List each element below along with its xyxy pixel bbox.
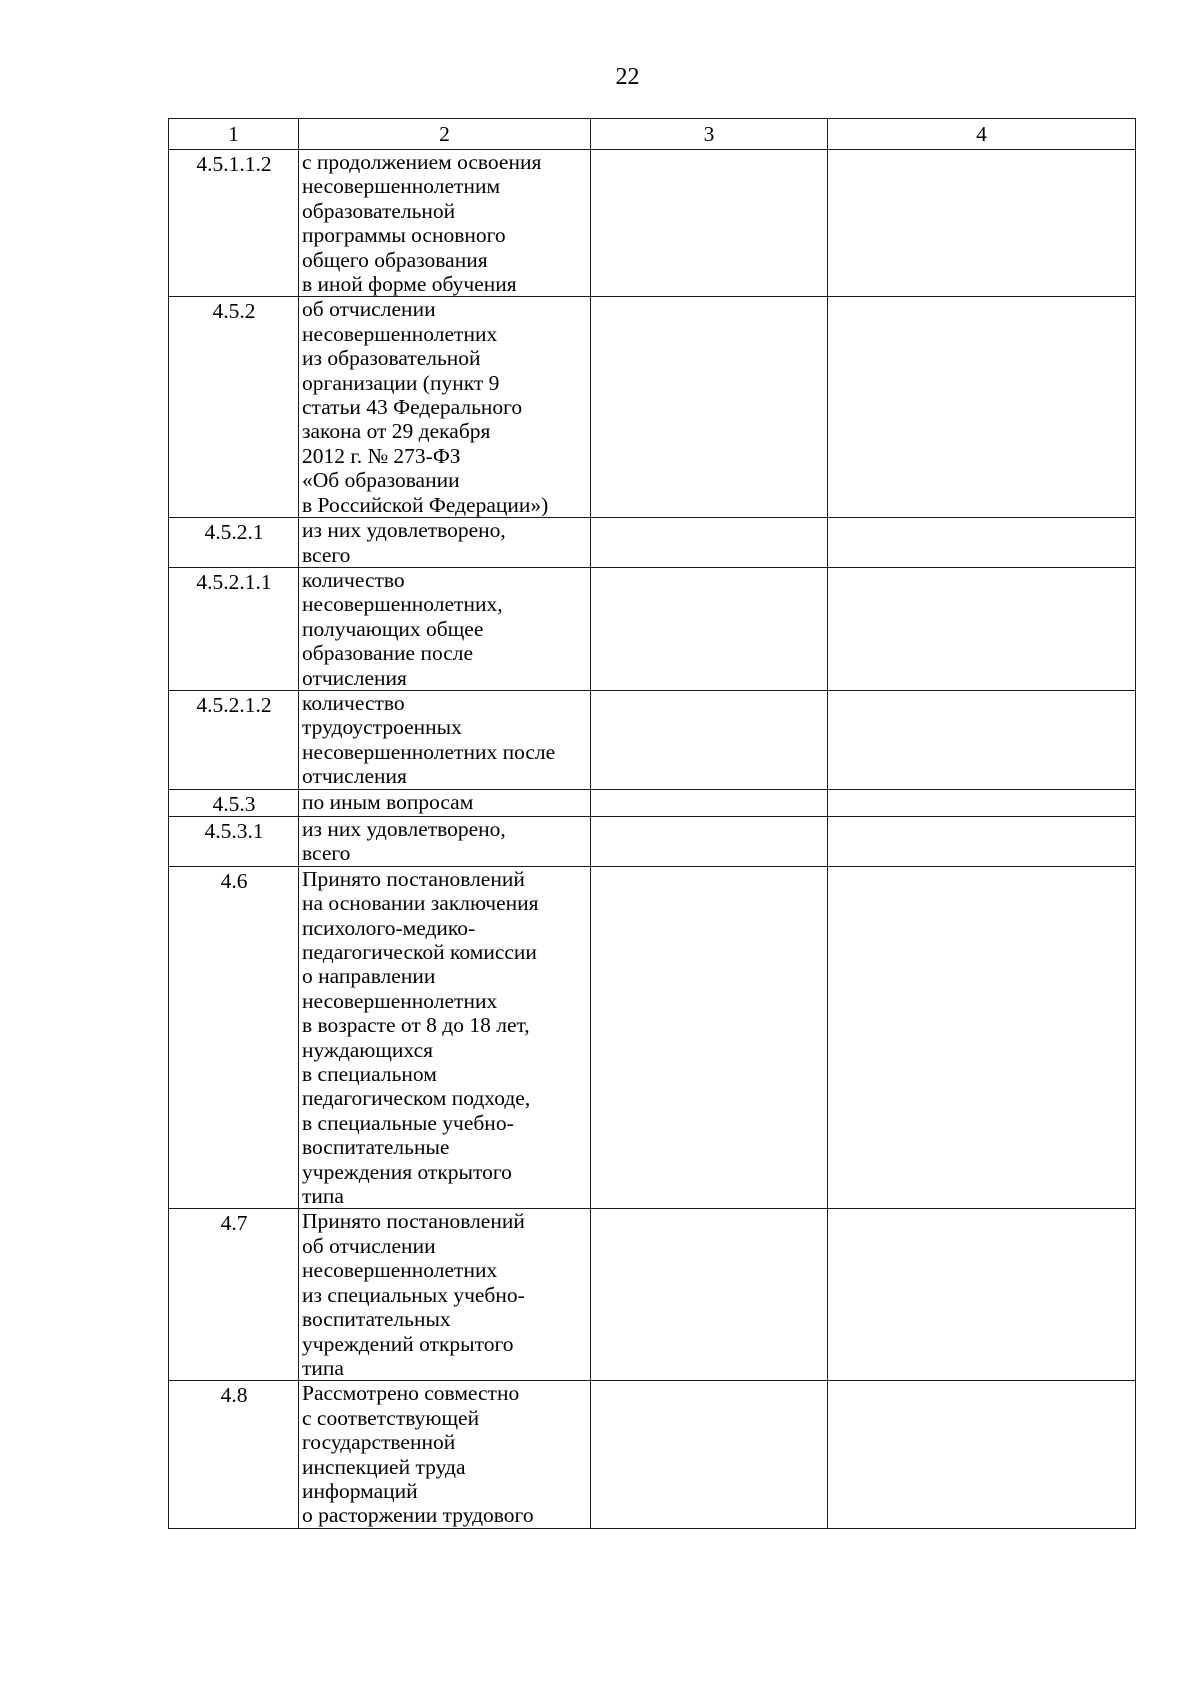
row-value-col-4 [828, 1209, 1136, 1381]
table-header [169, 119, 1136, 150]
table-row [169, 1209, 1136, 1381]
table-row [169, 567, 1136, 690]
header-col-3: 3 [591, 119, 828, 150]
row-description: по иным вопросам [299, 789, 591, 816]
row-number: 4.6 [169, 866, 299, 1209]
header-col-4: 4 [828, 119, 1136, 150]
row-description: Принято постановлений об отчислении несовершеннолетних из специальных учебно- воспитательных учреждений открытого типа [299, 1209, 591, 1381]
report-table [168, 118, 1136, 1529]
table-row [169, 690, 1136, 789]
table-row [169, 518, 1136, 568]
table-row [169, 297, 1136, 518]
row-value-col-3 [591, 567, 828, 690]
row-value-col-4 [828, 297, 1136, 518]
table-row [169, 816, 1136, 866]
row-number: 4.5.2 [169, 297, 299, 518]
page-number: 22 [615, 64, 640, 90]
row-number: 4.5.1.1.2 [169, 150, 299, 297]
row-value-col-4 [828, 816, 1136, 866]
row-description: из них удовлетворено, всего [299, 816, 591, 866]
row-value-col-3 [591, 150, 828, 297]
row-value-col-3 [591, 816, 828, 866]
row-description: из них удовлетворено, всего [299, 518, 591, 568]
row-description: количество несовершеннолетних, получающих общее образование после отчисления [299, 567, 591, 690]
row-value-col-3 [591, 518, 828, 568]
table-body [169, 150, 1136, 1529]
row-number: 4.8 [169, 1381, 299, 1528]
header-col-1: 1 [169, 119, 299, 150]
header-col-2: 2 [299, 119, 591, 150]
table-row [169, 150, 1136, 297]
row-value-col-4 [828, 567, 1136, 690]
table-row [169, 789, 1136, 816]
row-description: Рассмотрено совместно с соответствующей государственной инспекцией труда информаций о расторжении трудового [299, 1381, 591, 1528]
row-value-col-4 [828, 690, 1136, 789]
row-value-col-4 [828, 1381, 1136, 1528]
row-value-col-3 [591, 1209, 828, 1381]
row-number: 4.5.2.1.2 [169, 690, 299, 789]
table-row [169, 866, 1136, 1209]
row-number: 4.5.3.1 [169, 816, 299, 866]
row-value-col-3 [591, 297, 828, 518]
row-number: 4.7 [169, 1209, 299, 1381]
row-value-col-4 [828, 150, 1136, 297]
row-description: Принято постановлений на основании заключения психолого-медико- педагогической комиссии о направлении несовершеннолетних в возрасте от 8 до 18 лет, нуждающихся в специальном педагогическом подходе, в специальные учебно- воспитательные учреждения открытого типа [299, 866, 591, 1209]
row-value-col-3 [591, 866, 828, 1209]
row-value-col-4 [828, 866, 1136, 1209]
table-row [169, 1381, 1136, 1528]
row-value-col-4 [828, 518, 1136, 568]
row-value-col-3 [591, 1381, 828, 1528]
header-row [169, 119, 1136, 150]
row-value-col-3 [591, 690, 828, 789]
row-value-col-3 [591, 789, 828, 816]
row-description: с продолжением освоения несовершеннолетним образовательной программы основного общего образования в иной форме обучения [299, 150, 591, 297]
row-number: 4.5.3 [169, 789, 299, 816]
row-description: количество трудоустроенных несовершеннолетних после отчисления [299, 690, 591, 789]
row-value-col-4 [828, 789, 1136, 816]
row-number: 4.5.2.1 [169, 518, 299, 568]
row-number: 4.5.2.1.1 [169, 567, 299, 690]
row-description: об отчислении несовершеннолетних из образовательной организации (пункт 9 статьи 43 Федерального закона от 29 декабря 2012 г. № 273-ФЗ «Об образовании в Российской Федерации») [299, 297, 591, 518]
